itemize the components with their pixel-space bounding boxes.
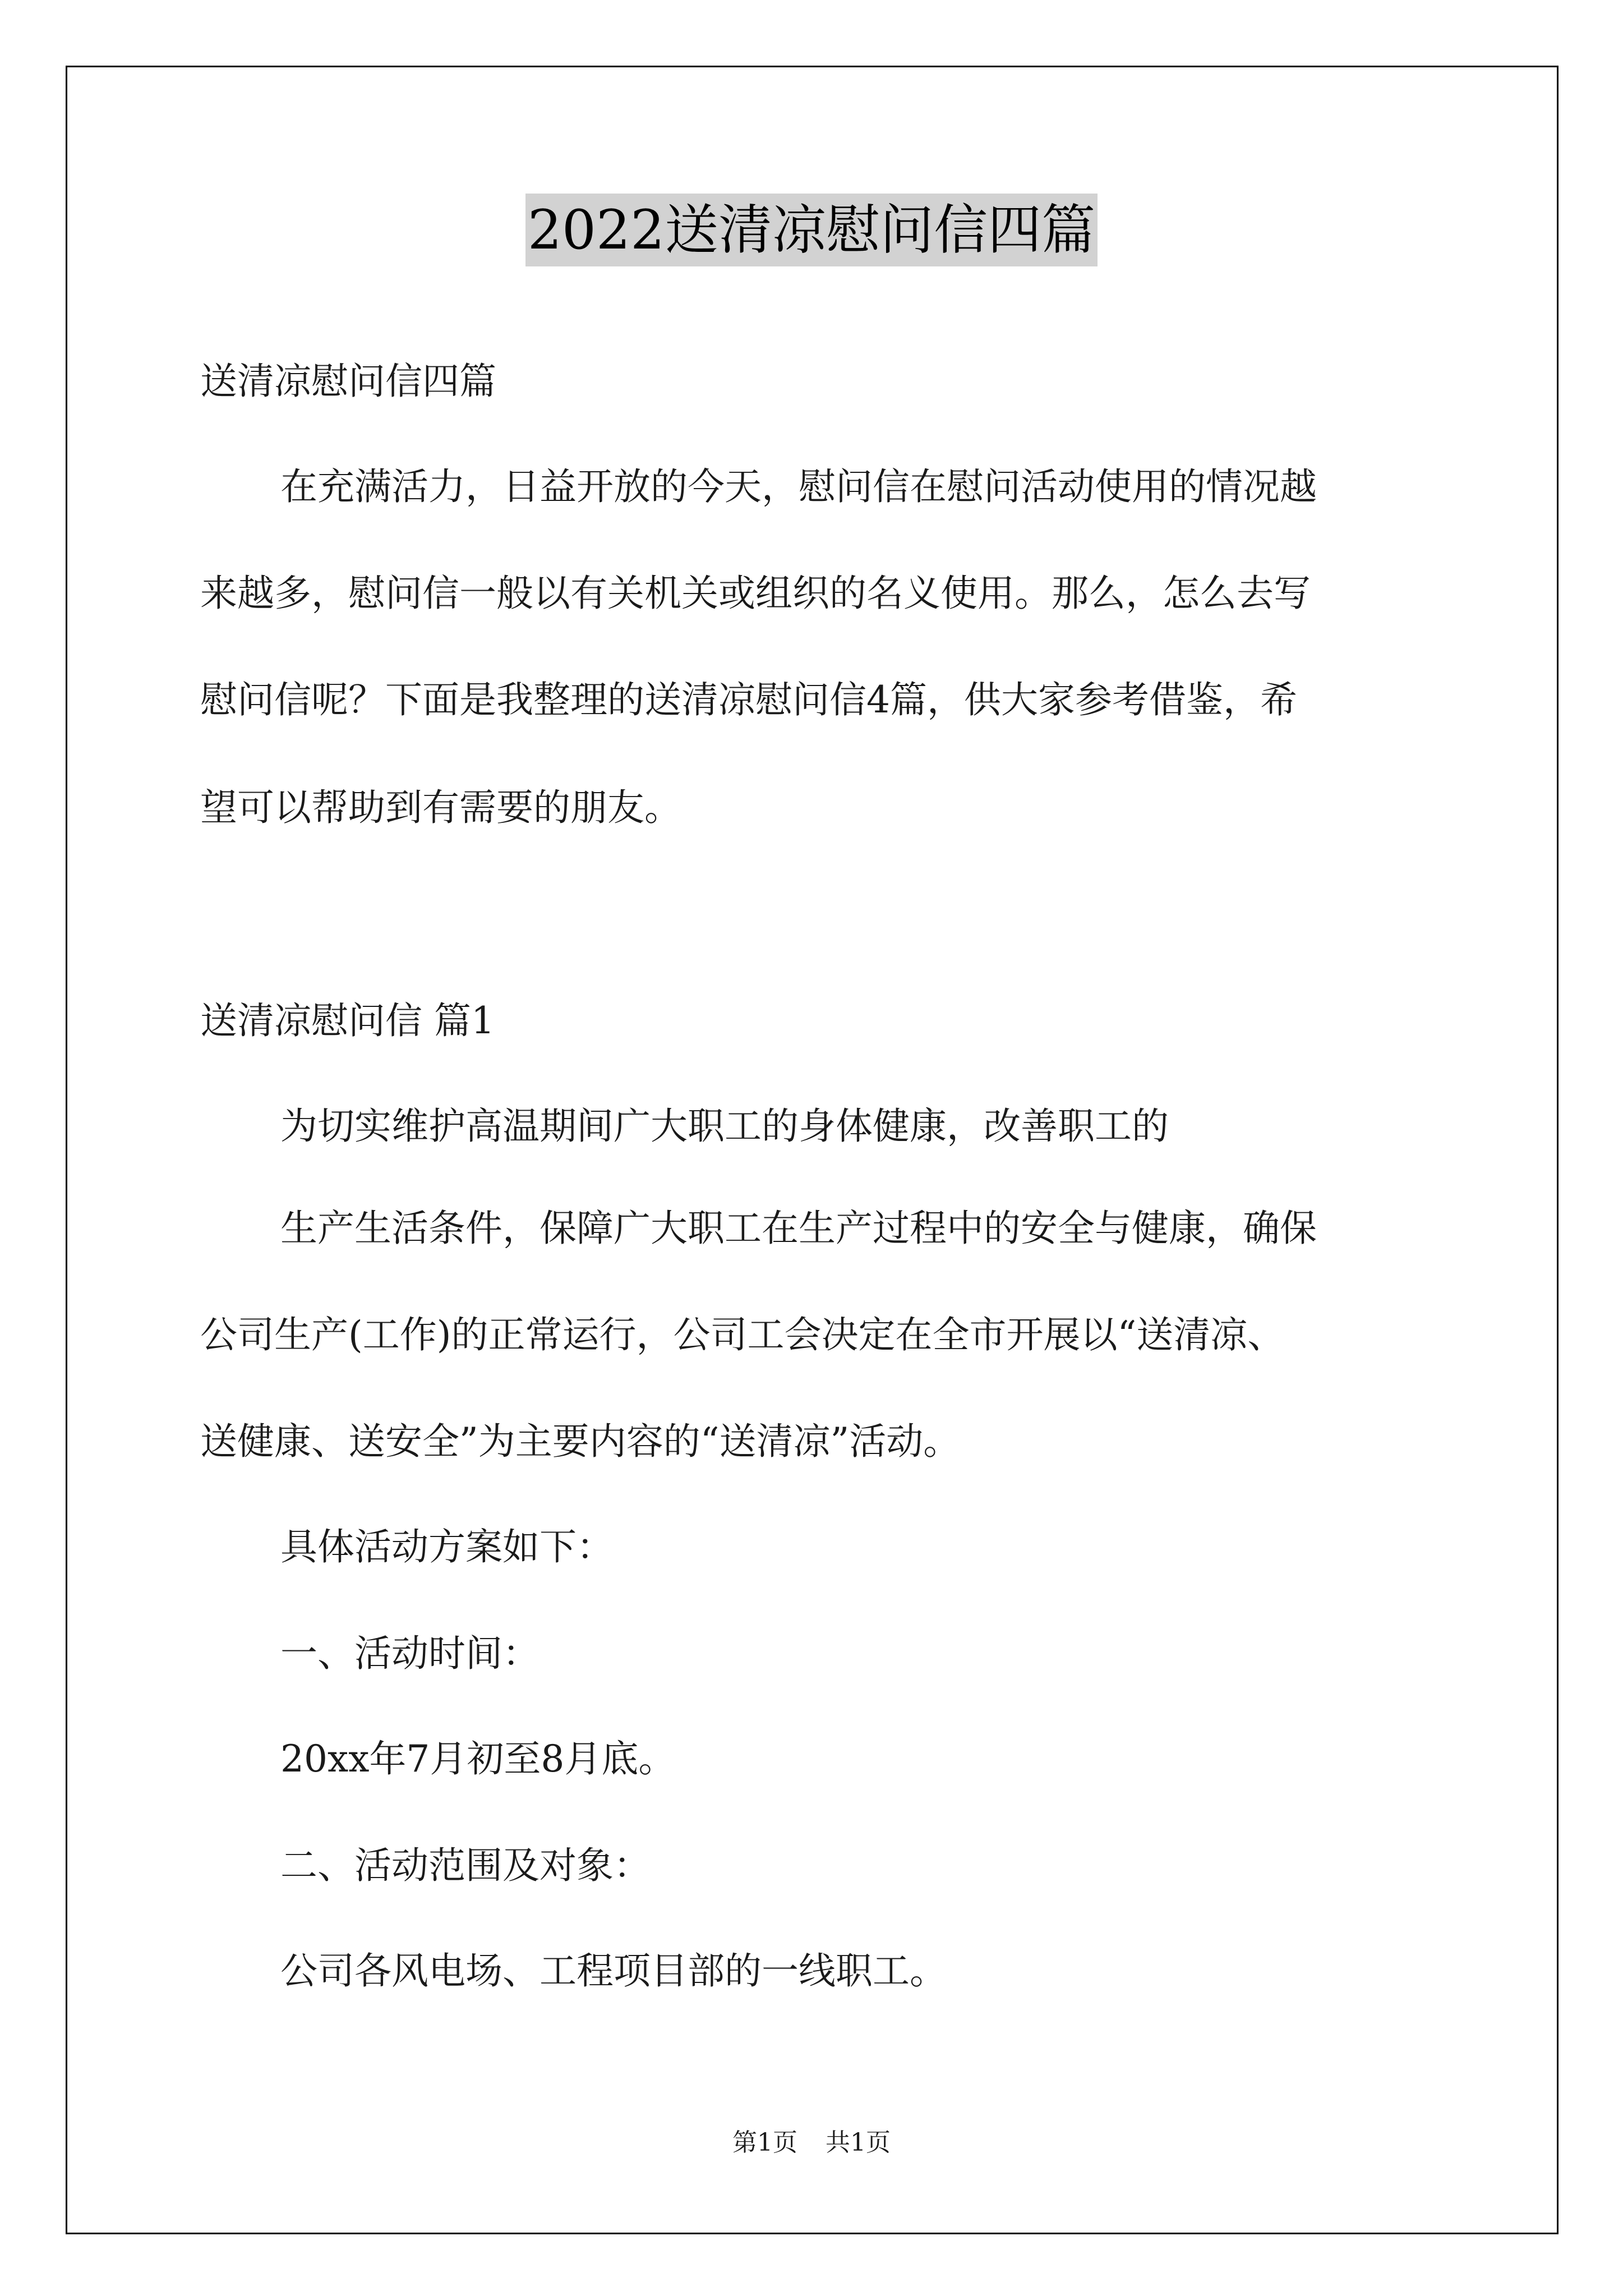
- body-line: 二、活动范围及对象：: [280, 1844, 651, 1887]
- body-line: 公司生产(工作)的正常运行，公司工会决定在全市开展以“送清凉、: [200, 1313, 1285, 1356]
- intro-line: 来越多，慰问信一般以有关机关或组织的名义使用。那么，怎么去写: [200, 572, 1311, 615]
- page-number: 第1页: [732, 2128, 797, 2157]
- body-line: 20xx年7月初至8月底。: [280, 1737, 676, 1780]
- intro-line: 在充满活力，日益开放的今天，慰问信在慰问活动使用的情况越: [280, 465, 1317, 508]
- body-line: 公司各风电场、工程项目部的一线职工。: [280, 1949, 947, 1993]
- document-title: 2022送清凉慰问信四篇: [525, 194, 1098, 266]
- body-line: 具体活动方案如下：: [280, 1525, 614, 1568]
- page-footer: [0, 2126, 1623, 2160]
- page-total: 共1页: [826, 2128, 891, 2157]
- body-line: 送健康、送安全”为主要内容的“送清凉”活动。: [200, 1420, 961, 1463]
- document-subtitle: 送清凉慰问信四篇: [200, 360, 496, 403]
- intro-line: 望可以帮助到有需要的朋友。: [200, 786, 681, 829]
- title-container: [0, 194, 1623, 266]
- body-line: 一、活动时间：: [280, 1632, 540, 1675]
- body-line: 生产生活条件，保障广大职工在生产过程中的安全与健康，确保: [280, 1207, 1317, 1250]
- section-heading: 送清凉慰问信 篇1: [200, 999, 495, 1042]
- body-line: 为切实维护高温期间广大职工的身体健康，改善职工的: [280, 1105, 1169, 1148]
- intro-line: 慰问信呢？下面是我整理的送清凉慰问信4篇，供大家参考借鉴，希: [200, 678, 1297, 721]
